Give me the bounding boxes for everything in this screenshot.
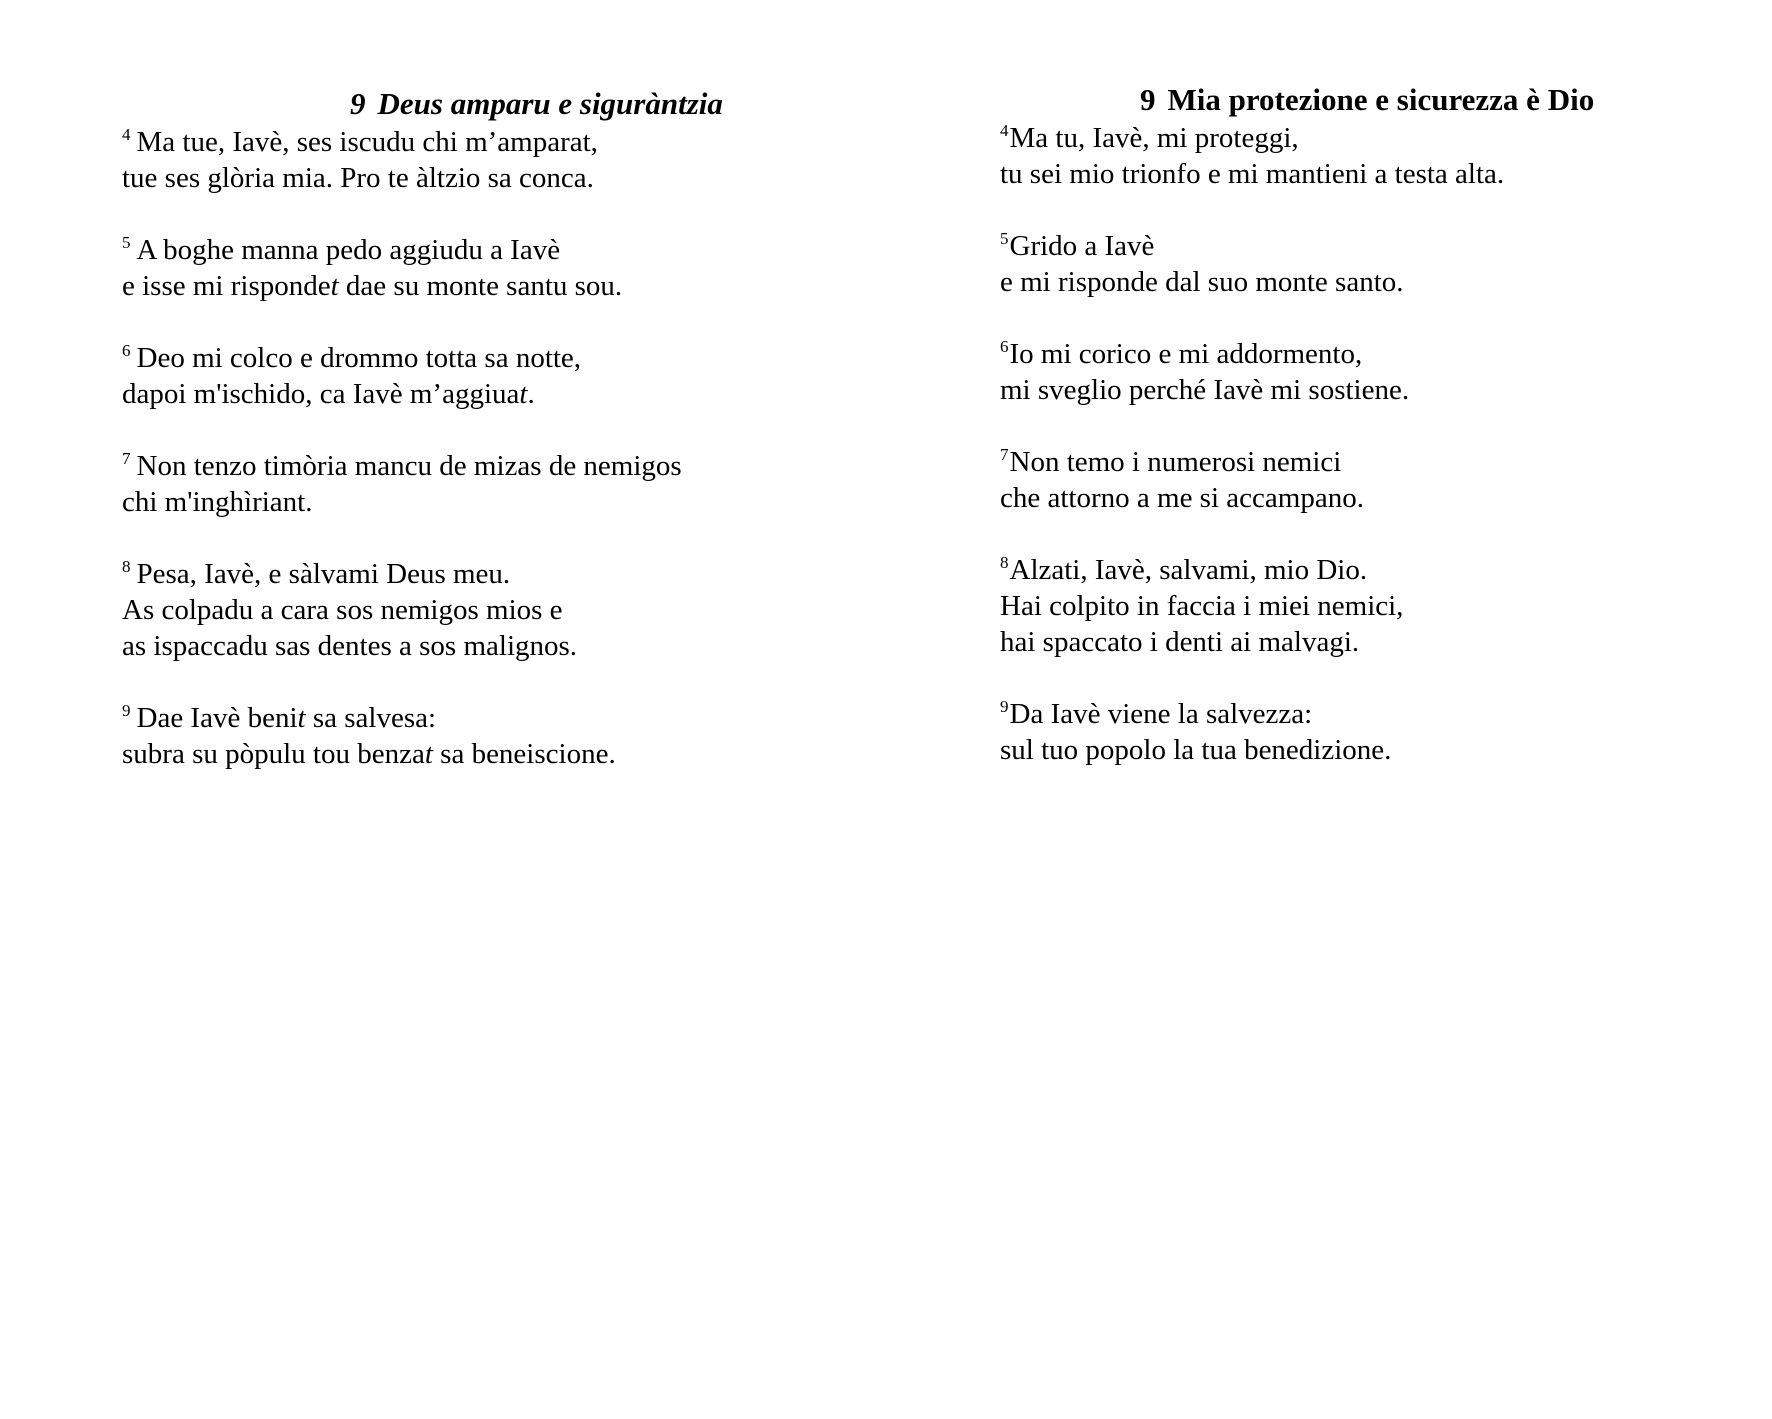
- verse-line: [122, 340, 822, 376]
- verse-line: [122, 160, 822, 196]
- right-verse-5: [1000, 228, 1700, 300]
- verse-line: [122, 232, 822, 268]
- sardinian-verses: [122, 124, 822, 772]
- text-segment: tu sei mio trionfo e mi mantieni a testa alta.: [1000, 158, 1505, 190]
- text-segment: Alzati, Iavè, salvami, mio Dio.: [1009, 554, 1368, 586]
- text-segment: Dae Iavè beni: [136, 702, 298, 734]
- left-verse-8: [122, 556, 822, 664]
- italic-segment: t: [424, 738, 433, 770]
- italian-psalm-number: 9: [1140, 82, 1156, 117]
- text-segment: e mi risponde dal suo monte santo.: [1000, 266, 1404, 298]
- verse-number: 5: [122, 233, 131, 253]
- text-segment: As colpadu a cara sos nemigos mios e: [122, 594, 563, 626]
- left-verse-7: [122, 448, 822, 520]
- sardinian-psalm-title-text: Deus amparu e siguràntzia: [377, 86, 723, 121]
- text-segment: chi m'inghìriant.: [122, 486, 313, 518]
- verse-line: [122, 376, 822, 412]
- left-verse-6: [122, 340, 822, 412]
- text-segment: hai spaccato i denti ai malvagi.: [1000, 626, 1360, 658]
- text-segment: Da Iavè viene la salvezza:: [1009, 698, 1313, 730]
- sardinian-psalm-number: 9: [350, 86, 366, 121]
- text-segment: mi sveglio perché Iavè mi sostiene.: [1000, 374, 1410, 406]
- text-segment: Ma tu, Iavè, mi proteggi,: [1009, 122, 1299, 154]
- verse-number: 7: [122, 449, 131, 469]
- verse-line: [122, 628, 822, 664]
- text-segment: Non temo i numerosi nemici: [1009, 446, 1342, 478]
- text-segment: sa beneiscione.: [432, 738, 616, 770]
- text-segment: dae su monte santu sou.: [338, 270, 623, 302]
- text-segment: Non tenzo timòria mancu de mizas de nemigos: [136, 450, 682, 482]
- verse-line: [1000, 480, 1700, 516]
- verse-line: [122, 592, 822, 628]
- text-segment: tue ses glòria mia. Pro te àltzio sa conca.: [122, 162, 594, 194]
- verse-line: [122, 556, 822, 592]
- text-segment: Io mi corico e mi addormento,: [1009, 338, 1363, 370]
- verse-line: [1000, 732, 1700, 768]
- verse-number: 6: [1000, 337, 1009, 357]
- italic-segment: t: [297, 702, 306, 734]
- text-segment: A boghe manna pedo aggiudu a Iavè: [136, 234, 561, 266]
- italic-segment: t: [330, 270, 339, 302]
- sardinian-psalm-title: [122, 84, 822, 124]
- italian-psalm-title-text: Mia protezione e sicurezza è Dio: [1167, 82, 1595, 117]
- italian-psalm-title: [1000, 80, 1700, 120]
- text-segment: Ma tue, Iavè, ses iscudu chi m’amparat,: [136, 126, 598, 158]
- verse-line: [122, 484, 822, 520]
- verse-line: [1000, 372, 1700, 408]
- text-segment: Pesa, Iavè, e sàlvami Deus meu.: [136, 558, 511, 590]
- text-segment: Deo mi colco e drommo totta sa notte,: [136, 342, 582, 374]
- left-verse-4: [122, 124, 822, 196]
- text-segment: Grido a Iavè: [1009, 230, 1155, 262]
- verse-number: 4: [122, 125, 131, 145]
- verse-number: 6: [122, 341, 131, 361]
- right-verse-9: [1000, 696, 1700, 768]
- text-segment: sa salvesa:: [305, 702, 437, 734]
- verse-number: 9: [1000, 697, 1009, 717]
- text-segment: Hai colpito in faccia i miei nemici,: [1000, 590, 1404, 622]
- verse-line: [1000, 552, 1700, 588]
- text-segment: subra su pòpulu tou benza: [122, 738, 425, 770]
- verse-line: [1000, 624, 1700, 660]
- italian-verses: [1000, 120, 1700, 768]
- verse-line: [1000, 696, 1700, 732]
- right-verse-4: [1000, 120, 1700, 192]
- italian-column: [1000, 80, 1700, 804]
- right-verse-7: [1000, 444, 1700, 516]
- verse-line: [1000, 588, 1700, 624]
- verse-number: 8: [1000, 553, 1009, 573]
- verse-line: [1000, 264, 1700, 300]
- text-segment: e isse mi risponde: [122, 270, 331, 302]
- text-segment: dapoi m'ischido, ca Iavè m’aggiua: [122, 378, 520, 410]
- verse-number: 8: [122, 557, 131, 577]
- verse-number: 4: [1000, 121, 1009, 141]
- verse-number: 7: [1000, 445, 1009, 465]
- verse-line: [122, 700, 822, 736]
- text-segment: as ispaccadu sas dentes a sos malignos.: [122, 630, 578, 662]
- text-segment: che attorno a me si accampano.: [1000, 482, 1364, 514]
- verse-line: [1000, 444, 1700, 480]
- text-segment: .: [527, 378, 535, 410]
- verse-line: [1000, 156, 1700, 192]
- left-verse-5: [122, 232, 822, 304]
- verse-number: 5: [1000, 229, 1009, 249]
- right-verse-8: [1000, 552, 1700, 660]
- sardinian-column: [122, 80, 822, 808]
- text-segment: sul tuo popolo la tua benedizione.: [1000, 734, 1392, 766]
- verse-number: 9: [122, 701, 131, 721]
- verse-line: [1000, 336, 1700, 372]
- verse-line: [122, 736, 822, 772]
- verse-line: [122, 448, 822, 484]
- left-verse-9: [122, 700, 822, 772]
- verse-line: [1000, 120, 1700, 156]
- verse-line: [1000, 228, 1700, 264]
- right-verse-6: [1000, 336, 1700, 408]
- verse-line: [122, 124, 822, 160]
- verse-line: [122, 268, 822, 304]
- italic-segment: t: [519, 378, 528, 410]
